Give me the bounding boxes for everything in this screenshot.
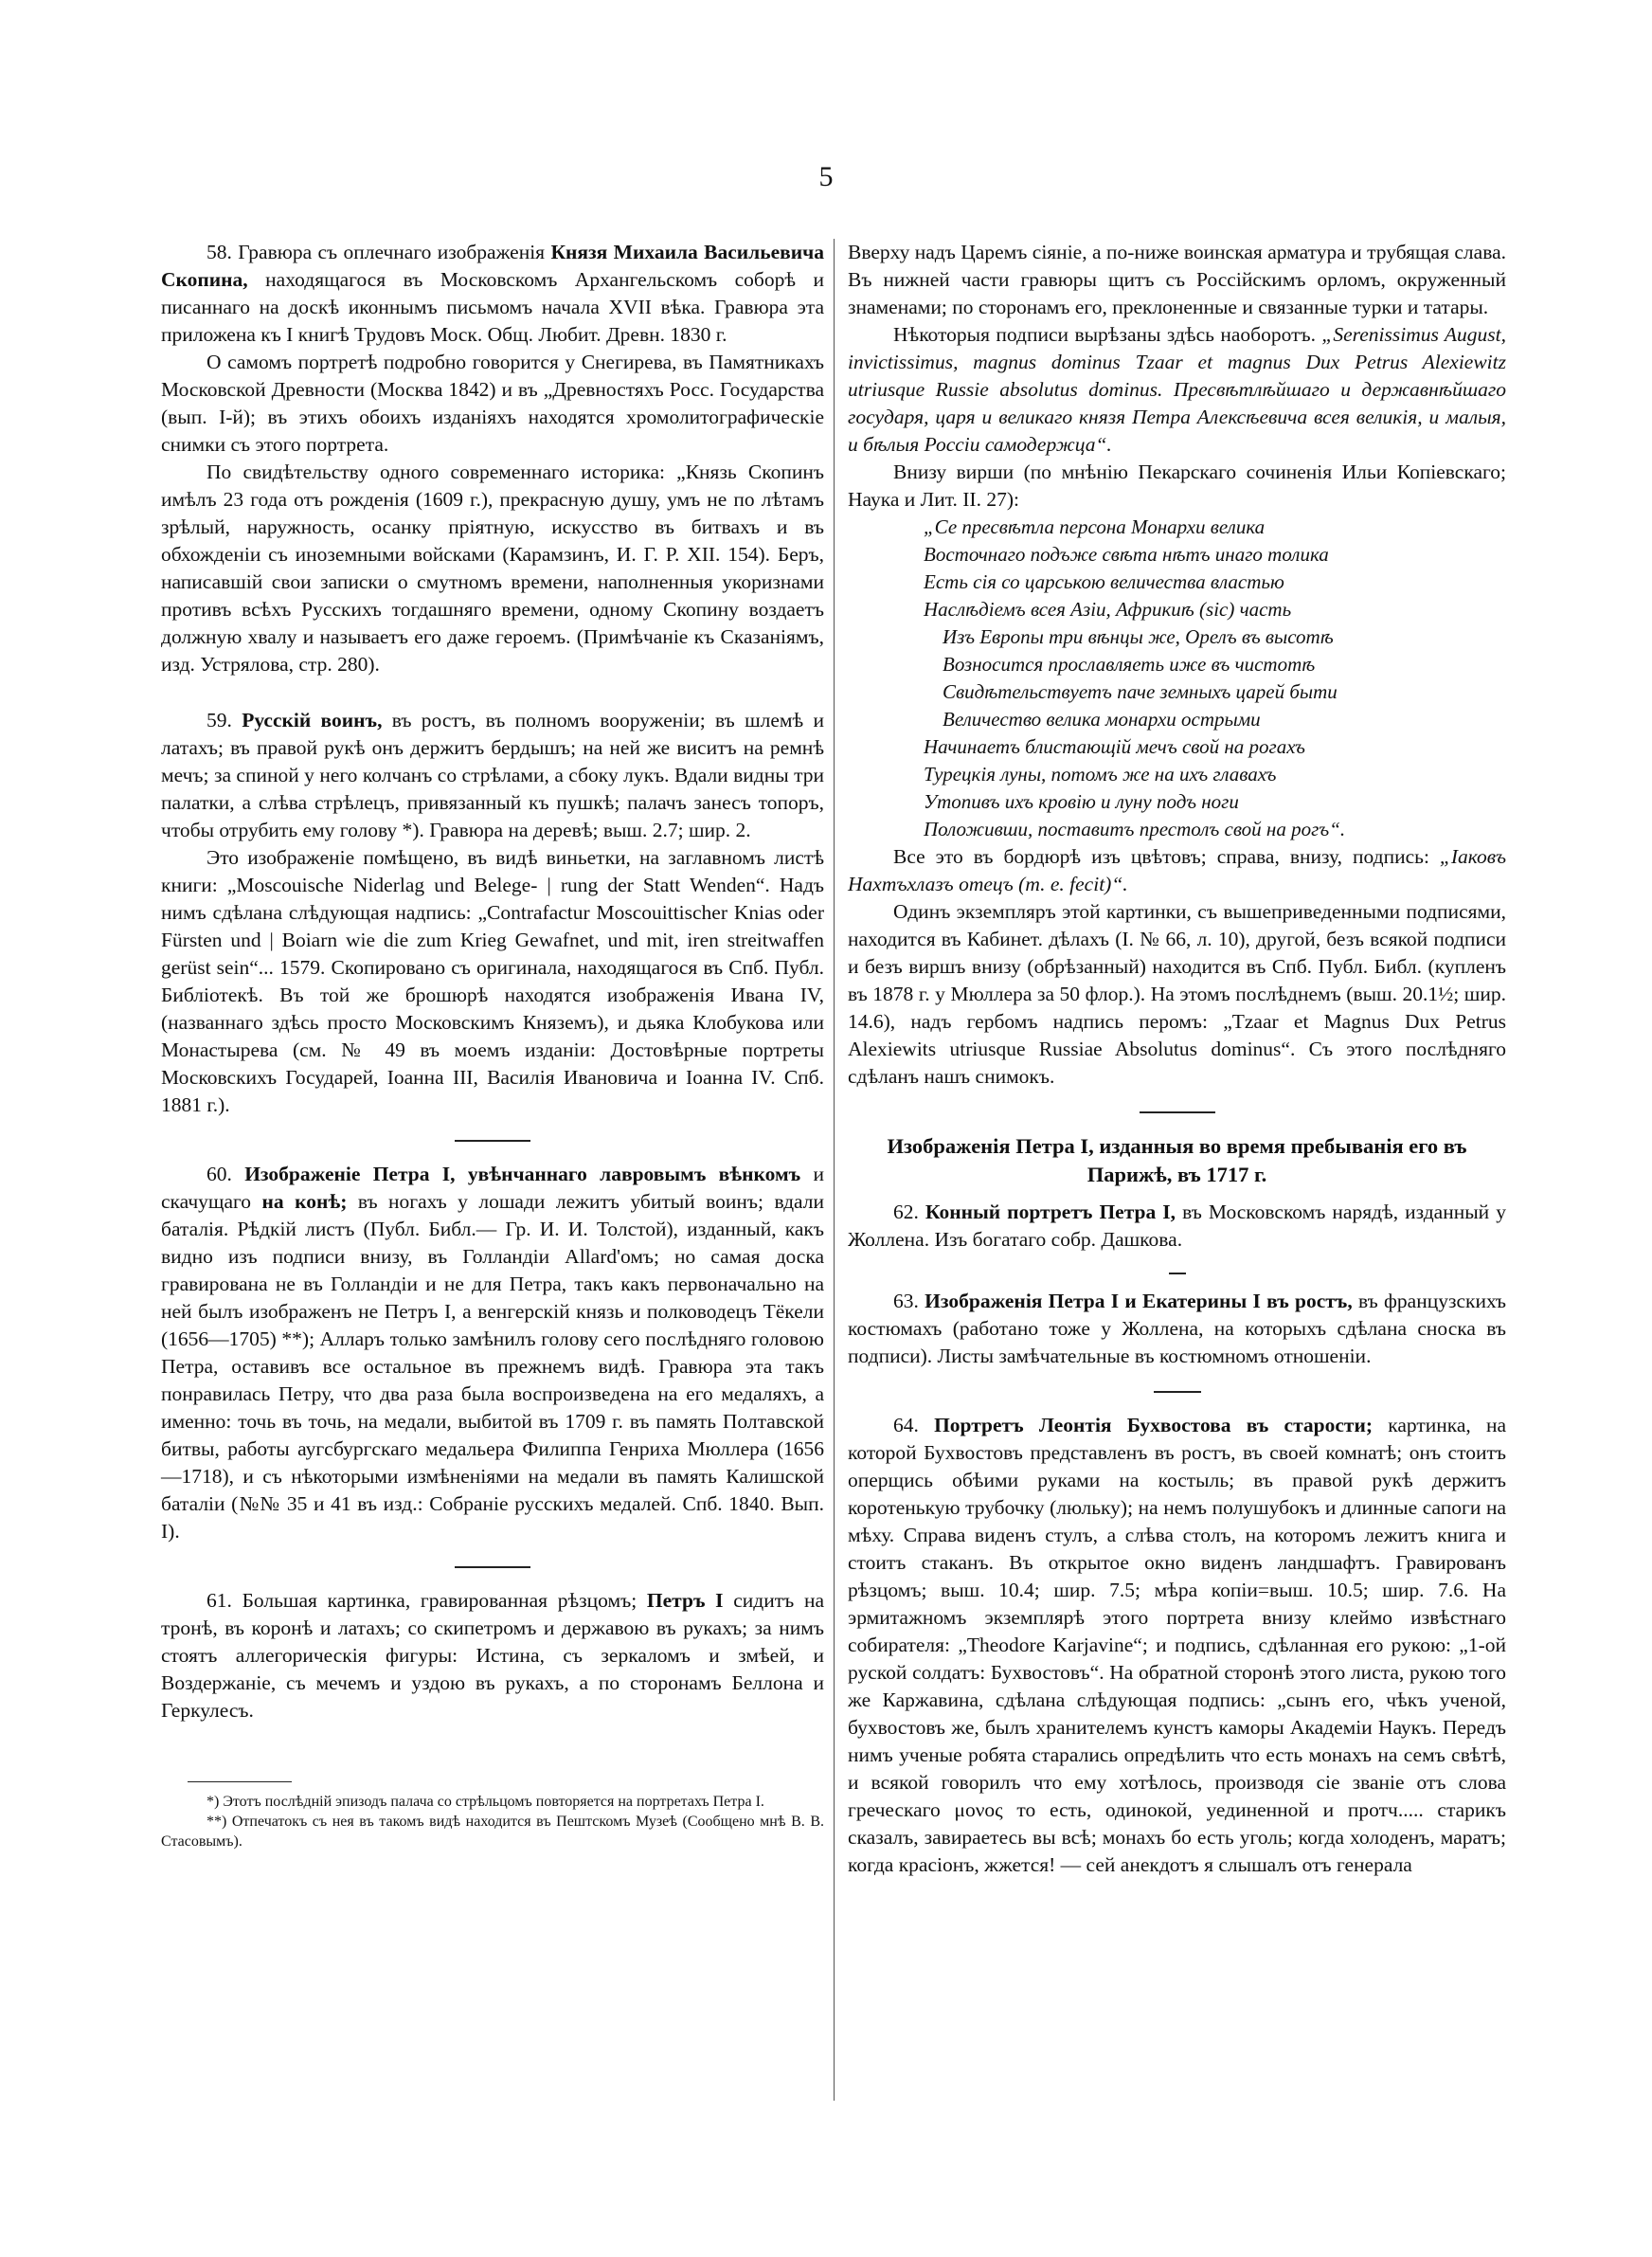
- inscriptions-lead: Нѣкоторыя подписи вырѣзаны здѣсь наоборотъ.: [893, 323, 1316, 346]
- entry-60-title-2: на конѣ;: [261, 1190, 348, 1213]
- entry-58: [161, 239, 824, 349]
- verse-line: Возносится прославляеть иже въ чистотѣ: [943, 653, 1316, 676]
- entry-61-intro: Большая картинка, гравированная рѣзцомъ;: [242, 1589, 637, 1612]
- entry-63-title: Изображенія Петра I и Екатерины I въ ростъ,: [925, 1290, 1353, 1312]
- section-rule: [455, 1140, 530, 1142]
- entry-58-text: находящагося въ Московскомъ Архангельскомъ соборѣ и писаннаго на доскѣ иконнымъ письмомъ начала XVII вѣка. Гравюра эта приложена къ I книгѣ Трудовъ Моск. Общ. Любит. Древн. 1830 г.: [161, 268, 825, 346]
- entry-63-number: 63.: [893, 1290, 919, 1312]
- inscription-latin: „Serenissimus August, invictissimus, magnus dominus Tzaar et magnus Dux Petrus Alexiewitz utriusque Russie absolutus dominus.: [848, 323, 1506, 401]
- section-rule: [1140, 1111, 1215, 1113]
- verse-line: Наслѣдіемъ всея Азіи, Африкиѣ (sic) часть: [924, 598, 1292, 621]
- entry-58-number: 58.: [206, 241, 232, 263]
- verse-line: Изъ Европы три вѣнцы же, Орелъ въ высотѣ: [943, 625, 1334, 648]
- verse-line: Величество велика монархи острыми: [943, 708, 1261, 731]
- entry-62-number: 62.: [893, 1201, 919, 1223]
- left-column: [161, 239, 824, 1851]
- verse-line: Восточнаго подъже свѣта нѣтъ инаго толика: [924, 543, 1329, 566]
- verse-line: „Се пресвѣтла персона Монархи велика: [924, 515, 1266, 538]
- entry-61: [161, 1587, 824, 1724]
- column-divider: [834, 239, 835, 2101]
- section-rule: [1154, 1391, 1201, 1393]
- entry-61-text: сидитъ на тронѣ, въ коронѣ и латахъ; со скипетромъ и державою въ рукахъ; за нимъ стоятъ аллегорическія фигуры: Истина, съ зеркаломъ и змѣей, и Воздержаніе, съ мечемъ и уздою въ рукахъ, а по сторонамъ Беллона и Геркулесъ.: [161, 1589, 825, 1722]
- verse-line: Утопивъ ихъ кровію и луну подъ ноги: [924, 790, 1239, 813]
- entry-64: [848, 1412, 1506, 1879]
- entry-59-number: 59.: [206, 709, 232, 731]
- verse-line: Есть сія со царською величества властью: [924, 570, 1284, 593]
- section-rule: [455, 1566, 530, 1568]
- entry-61-continuation: Вверху надъ Царемъ сіяніе, а по-ниже воинская арматура и трубящая слава. Въ нижней части гравюры щитъ съ Россійскимъ орломъ, окруженный знаменами; по сторонамъ его, преклоненные и связанные турки и татары.: [848, 241, 1506, 318]
- page-number: 5: [818, 161, 834, 192]
- entry-61-number: 61.: [206, 1589, 232, 1612]
- entry-62: [848, 1199, 1506, 1254]
- entry-61-inscriptions: [848, 321, 1506, 459]
- entry-60-number: 60.: [206, 1163, 232, 1185]
- footnote-2: **) Отпечатокъ съ нея въ такомъ видѣ находится въ Пештскомъ Музеѣ (Сообщено мнѣ В. В. Стасовымъ).: [161, 1814, 824, 1850]
- verses-intro: Внизу вирши (по мнѣнію Пекарскаго сочиненія Ильи Копіевскаго; Наука и Лит. II. 27):: [848, 460, 1506, 511]
- entry-60-title: Изображеніе Петра I, увѣнчаннаго лавровымъ вѣнкомъ: [244, 1163, 801, 1185]
- inscription-russian: Пресвѣтлѣйшаго и державнѣйшаго государя, царя и великаго князя Петра Алексѣевича всея великія, и малыя, и бѣлыя Россіи самодержца“.: [848, 378, 1506, 456]
- entry-60: [161, 1161, 824, 1545]
- right-column: [848, 239, 1506, 1879]
- entry-58-paragraph-2: О самомъ портретѣ подробно говорится у Снегирева, въ Памятникахъ Московской Древности (Москва 1842) и въ „Древностяхъ Росс. Государства (вып. I-й); въ этихъ обоихъ изданіяхъ находятся хромолитографическіе снимки съ этого портрета.: [161, 351, 824, 456]
- entry-59-title: Русскій воинъ,: [242, 709, 383, 731]
- entry-64-title: Портретъ Леонтія Бухвостова въ старости;: [934, 1414, 1373, 1436]
- entry-62-title: Конный портретъ Петра I,: [925, 1201, 1176, 1223]
- verse-line: Начинаетъ блистающій мечъ свой на рогахъ: [924, 735, 1305, 758]
- entry-59-paragraph-2: Это изображеніе помѣщено, въ видѣ виньетки, на заглавномъ листѣ книги: „Moscouische Niderlag und Belege- | rung der Statt Wenden“. Надъ нимъ сдѣлана слѣдующая надпись: „Contrafactur Moscouittischer Knias oder Fürsten und | Boiarn wie die zum Krieg Gewafnet, und mit, iren streitwaffen gerüst sein“... 1579. Скопировано съ оригинала, находящагося въ Спб. Публ. Библіотекѣ. Въ той же брошюрѣ находятся изображенія Ивана IV, (названнаго здѣсь просто Московскимъ Княземъ), и дьяка Клобукова или Монастырева (см. № 49 въ моемъ изданіи: Достовѣрные портреты Московскихъ Государей, Іоанна III, Василія Ивановича и Іоанна IV. Спб. 1881 г.).: [161, 846, 824, 1116]
- entry-58-title: Князя Михаила Васильевича Скопина,: [161, 241, 824, 291]
- entry-61-title: Петръ I: [646, 1589, 724, 1612]
- section-rule-short: [1169, 1273, 1186, 1274]
- entry-60-text: въ ногахъ у лошади лежитъ убитый воинъ; вдали баталія. Рѣдкій листъ (Публ. Библ.— Гр. И. И. Толстой), изданный, какъ видно изъ подписи внизу, въ Голландіи Allard'омъ; но самая доска гравирована не въ Голландіи и не для Петра, такъ какъ первоначально на ней былъ изображенъ не Петръ I, а венгерскій князь и полководецъ Тёкели (1656—1705) **); Алларъ только замѣнилъ голову сего послѣдняго головою Петра, оставивъ все остальное въ прежнемъ видѣ. Гравюра эта такъ понравилась Петру, что два раза была воспроизведена на его медаляхъ, а именно: точь въ точь, на медали, выбитой въ 1709 г. въ память Полтавской битвы, работы аугсбургскаго медальера Филиппа Генриха Мюллера (1656—1718), и съ нѣкоторыми измѣненіями на медали въ память Калишской баталіи (№№ 35 и 41 въ изд.: Собраніе русскихъ медалей. Спб. 1840. Вып. I).: [161, 1190, 824, 1543]
- entry-60-mid: и скачущаго: [161, 1163, 825, 1213]
- border-note-text: Все это въ бордюрѣ изъ цвѣтовъ; справа, внизу, подпись:: [893, 845, 1429, 868]
- entry-59-text: въ ростъ, въ полномъ вооруженіи; въ шлемѣ и латахъ; въ правой рукѣ онъ держитъ бердышъ; на ней же виситъ на ремнѣ мечъ; за спиной у него колчанъ со стрѣлами, а сбоку лукъ. Вдали видны три палатки, а слѣва стрѣлецъ, привязанный къ пушкѣ; палачъ занесъ топоръ, чтобы отрубить ему голову *). Гравюра на деревѣ; выш. 2.7; шир. 2.: [161, 709, 824, 841]
- entry-58-paragraph-3: По свидѣтельству одного современнаго историка: „Князь Скопинъ имѣлъ 23 года отъ рожденія (1609 г.), прекрасную душу, умъ не по лѣтамъ зрѣлый, наружность, осанку пріятную, искусство въ битвахъ и въ обхожденіи съ иноземными войсками (Карамзинъ, И. Г. Р. XII. 154). Беръ, написавшій свои записки о смутномъ времени, наполненныя укоризнами противъ всѣхъ Русскихъ тогдашняго времени, одному Скопину воздаетъ должную хвалу и называетъ его даже героемъ. (Примѣчаніе къ Сказаніямъ, изд. Устрялова, стр. 280).: [161, 460, 824, 676]
- verses: [924, 514, 1506, 843]
- border-note-signature: „Іаковъ Нахтъхлазъ отецъ (т. е. fecit)“.: [848, 845, 1506, 895]
- entry-64-text: картинка, на которой Бухвостовъ представленъ въ ростъ, въ своей комнатѣ; онъ стоитъ оперщись обѣими руками на костыль; въ правой рукѣ держитъ коротенькую трубочку (люльку); на немъ полушубокъ и длинные сапоги на мѣху. Справа виденъ стулъ, а слѣва столъ, на которомъ лежитъ книга и стоитъ стаканъ. Въ открытое окно виденъ ландшафтъ. Гравированъ рѣзцомъ; выш. 10.4; шир. 7.5; мѣра копіи=выш. 10.5; шир. 7.6. На эрмитажномъ экземплярѣ этого портрета внизу клеймо извѣстнаго собирателя: „Theodore Karjavine“; и подпись, сдѣланная его рукою: „1-ой руской солдатъ: Бухвостовъ“. На обратной сторонѣ этого листа, рукою того же Каржавина, сдѣлана слѣдующая подпись: „сынъ его, чѣкъ ученой, бухвостовъ же, былъ хранителемъ кунстъ каморы Академіи Наукъ. Передъ нимъ ученые робята старались опредѣлить что есть монахъ на семъ свѣтѣ, и всякой говорилъ что ему хотѣлось, производя сіе званіе отъ слова греческаго μονος то есть, одинокой, уединенной и протч..... старикъ сказалъ, завираетесь вы всѣ; монахъ бо есть уголь; когда холоденъ, маратъ; когда красіонъ, жжется! — сей анекдотъ я слышалъ отъ генерала: [848, 1414, 1507, 1876]
- section-heading: Изображенія Петра I, изданныя во время пребыванія его въ Парижѣ, въ 1717 г.: [887, 1134, 1467, 1186]
- verse-line: Свидѣтельствуетъ паче земныхъ царей быти: [943, 680, 1338, 703]
- entry-62-text: въ Московскомъ нарядѣ, изданный у Жоллена. Изъ богатаго собр. Дашкова.: [848, 1201, 1506, 1251]
- footnote-rule: [188, 1781, 292, 1782]
- entry-64-number: 64.: [893, 1414, 919, 1436]
- entry-59: [161, 707, 824, 844]
- border-note: [848, 843, 1506, 898]
- copies-note: Одинъ экземпляръ этой картинки, съ вышеприведенными подписями, находится въ Кабинет. дѣлахъ (I. № 66, л. 10), другой, безъ всякой подписи и безъ виршъ внизу (обрѣзанный) находится въ Спб. Публ. Библ. (купленъ въ 1878 г. у Мюллера за 50 флор.). На этомъ послѣднемъ (выш. 20.1½; шир. 14.6), надъ гербомъ надпись перомъ: „Tzaar et Magnus Dux Petrus Alexiewits utriusque Russiae Absolutus dominus“. Съ этого послѣдняго сдѣланъ нашъ снимокъ.: [848, 900, 1506, 1088]
- entry-63-text: въ французскихъ костюмахъ (работано тоже у Жоллена, на которыхъ сдѣлана сноска въ подписи). Листы замѣчательные въ костюмномъ отношеніи.: [848, 1290, 1506, 1367]
- entry-63: [848, 1288, 1506, 1370]
- footnote-1: *) Этотъ послѣдній эпизодъ палача со стрѣльцомъ повторяется на портретахъ Петра I.: [206, 1794, 764, 1810]
- verse-line: Положивши, поставитъ престолъ свой на рогъ“.: [924, 818, 1346, 840]
- entry-58-intro: Гравюра съ оплечнаго изображенія: [238, 241, 546, 263]
- verse-line: Турецкія луны, потомъ же на ихъ главахъ: [924, 763, 1277, 785]
